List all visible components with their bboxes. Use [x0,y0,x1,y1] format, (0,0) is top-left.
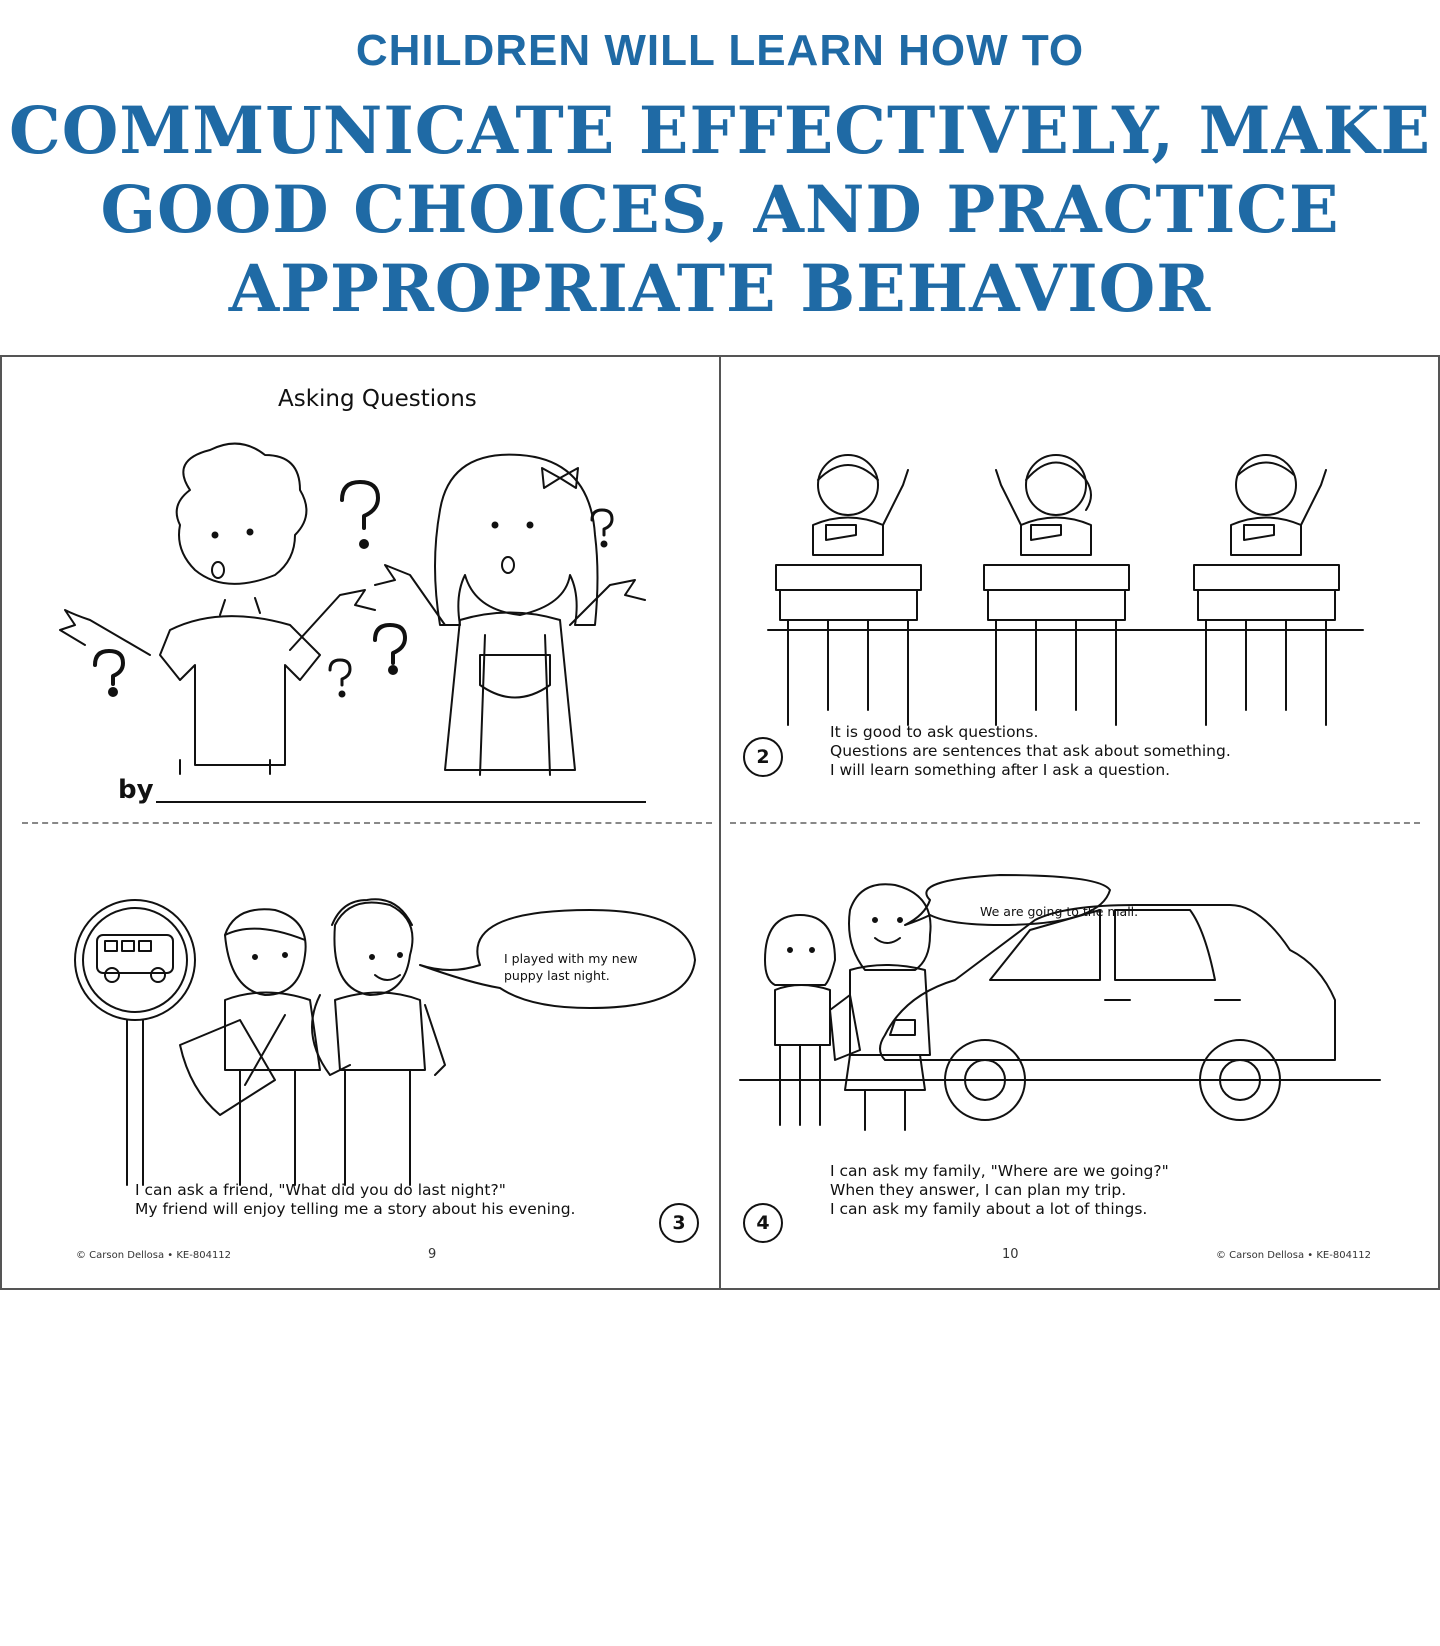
question-mark-icon [330,660,350,696]
text-line: I can ask my family about a lot of things. [830,1200,1148,1218]
child-figure-icon [180,909,320,1185]
speech-line: puppy last night. [504,968,610,983]
bus-stop-sign-icon [75,900,195,1185]
header-headline [0,92,1440,329]
boy-figure-icon [60,444,375,774]
page4-speech: We are going to the mall. [980,904,1139,919]
right-credit: © Carson Dellosa • KE-804112 [1216,1250,1372,1261]
left-credit: © Carson Dellosa • KE-804112 [76,1250,232,1261]
left-page-number: 9 [428,1247,437,1262]
student-at-desk-icon [1194,455,1339,725]
page3-text [135,1181,575,1219]
page4-text [830,1162,1169,1219]
by-label: by [118,775,154,805]
student-at-desk-icon [776,455,921,725]
headline-line: GOOD CHOICES, AND PRACTICE [100,172,1340,248]
text-line: Questions are sentences that ask about something. [830,742,1231,760]
fold-line [719,355,721,1290]
classroom-illustration [768,440,1368,720]
cut-line-left [22,822,712,824]
headline-line: COMMUNICATE EFFECTIVELY, MAKE [8,93,1432,169]
page3-speech [504,950,638,984]
cover-illustration [40,440,700,770]
headline-line: APPROPRIATE BEHAVIOR [228,251,1212,327]
question-mark-icon [375,625,405,673]
header-kicker: CHILDREN WILL LEARN HOW TO [355,26,1085,75]
child-figure-icon [765,915,835,1125]
page2-text [830,723,1231,780]
speech-line: I played with my new [504,951,638,966]
car-icon [880,905,1335,1120]
right-page-number: 10 [1002,1247,1019,1262]
question-mark-icon [342,482,378,547]
page-number-4: 4 [743,1203,783,1243]
child-figure-icon [312,899,445,1185]
cut-line-right [730,822,1420,824]
text-line: My friend will enjoy telling me a story about his evening. [135,1200,576,1218]
author-writing-line[interactable] [156,801,646,803]
text-line: It is good to ask questions. [830,723,1039,741]
question-mark-icon [95,651,123,695]
page-number-2: 2 [743,737,783,777]
student-at-desk-icon [984,455,1129,725]
bus-stop-illustration [70,895,690,1185]
text-line: When they answer, I can plan my trip. [830,1181,1127,1199]
text-line: I can ask a friend, "What did you do last night?" [135,1181,506,1199]
text-line: I will learn something after I ask a question. [830,761,1171,779]
page-number-3: 3 [659,1203,699,1243]
cover-title: Asking Questions [278,386,477,412]
girl-figure-icon [375,455,645,775]
family-car-illustration [740,880,1380,1150]
text-line: I can ask my family, "Where are we going?" [830,1162,1169,1180]
